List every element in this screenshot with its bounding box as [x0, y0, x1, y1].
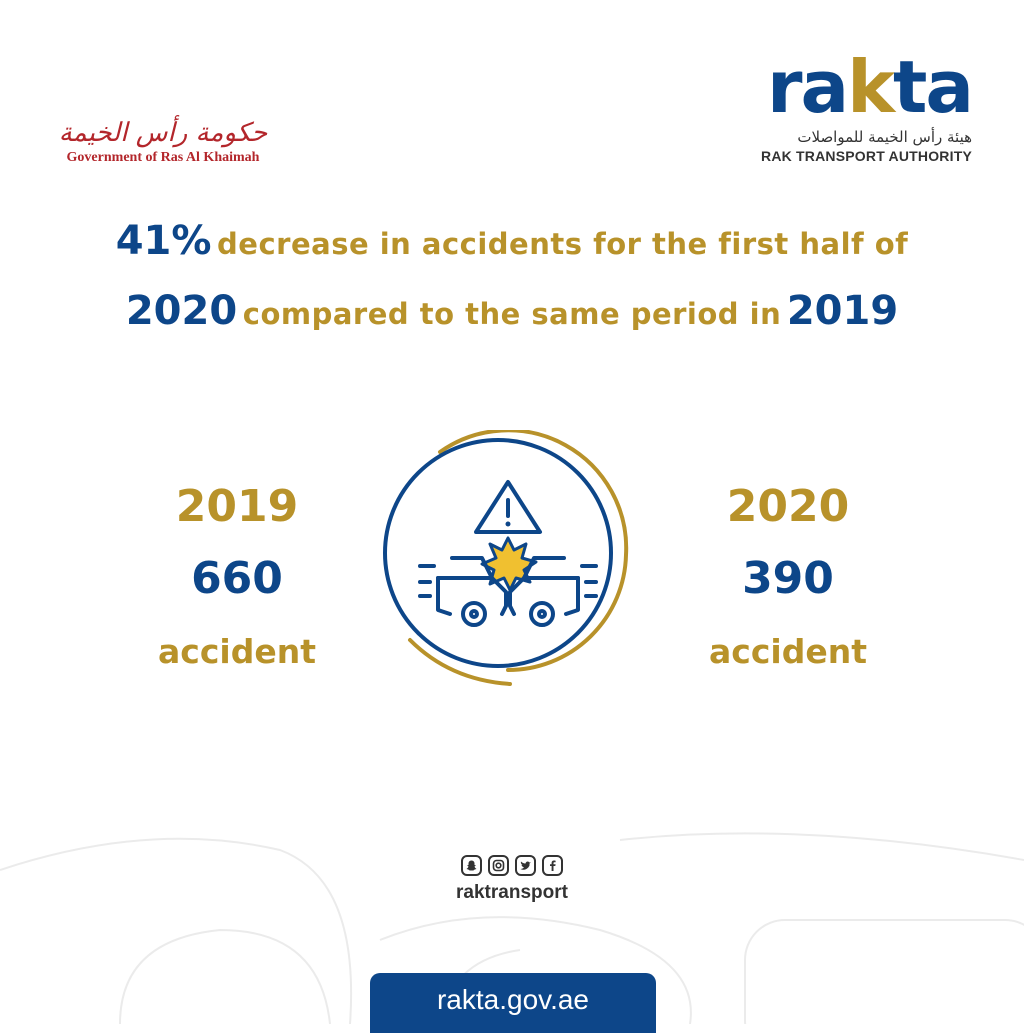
rakta-english-name: RAK TRANSPORT AUTHORITY	[761, 148, 972, 164]
stat-2019	[122, 482, 352, 672]
car-crash-icon	[380, 430, 636, 690]
social-handle[interactable]: raktransport	[456, 882, 568, 903]
rakta-wordmark	[760, 45, 972, 129]
headline	[0, 214, 1024, 354]
headline-line-1	[0, 214, 1024, 284]
stat-count: 660	[191, 553, 283, 604]
website-link[interactable]: rakta.gov.ae	[436, 984, 590, 1015]
rakta-wordmark-ra: ra	[767, 45, 848, 129]
warning-triangle-icon	[476, 482, 540, 532]
headline-line-2	[0, 284, 1024, 354]
headline-year-previous: 2019	[786, 288, 899, 334]
rakta-wordmark-ta: ta	[892, 45, 972, 129]
stat-year: 2019	[175, 481, 299, 532]
headline-text-2: compared to the same period in	[242, 297, 782, 331]
instagram-icon[interactable]	[488, 855, 509, 876]
government-arabic-name: حكومة رأس الخيمة	[58, 118, 268, 148]
headline-percent: 41%	[115, 218, 212, 264]
stat-count: 390	[742, 553, 834, 604]
stat-unit: accident	[709, 632, 867, 671]
stat-year: 2020	[726, 481, 850, 532]
social-icons	[448, 855, 576, 876]
social-links	[448, 855, 576, 904]
facebook-icon[interactable]	[542, 855, 563, 876]
headline-text-1: decrease in accidents for the first half of	[217, 227, 909, 261]
rakta-logo	[760, 45, 972, 164]
snapchat-icon[interactable]	[461, 855, 482, 876]
rakta-wordmark-k: k	[847, 45, 893, 129]
government-english-name: Government of Ras Al Khaimah	[66, 150, 260, 165]
rakta-arabic-name: هيئة رأس الخيمة للمواصلات	[797, 128, 972, 146]
twitter-icon[interactable]	[515, 855, 536, 876]
stat-unit: accident	[158, 632, 316, 671]
stat-2020	[673, 482, 903, 672]
website-bar[interactable]	[370, 973, 656, 1033]
headline-year-current: 2020	[125, 288, 238, 334]
government-logo	[58, 118, 268, 166]
